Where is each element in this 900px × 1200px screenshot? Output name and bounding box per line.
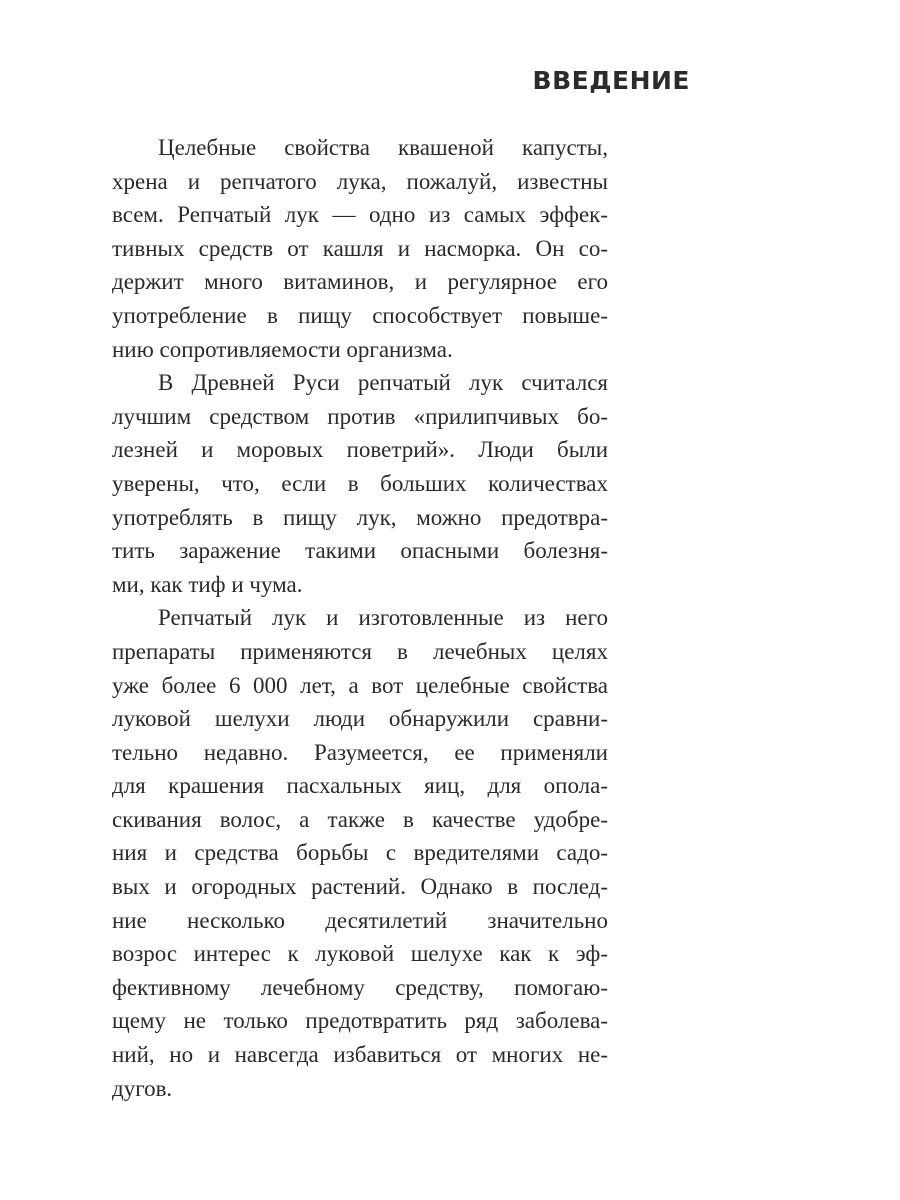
text-line: щему не только предотвратить ряд заболева- [112,1008,608,1034]
text-line: тить заражение такими опасными болезня- [112,538,608,564]
text-line: ние несколько десятилетий значительно [112,907,608,933]
paragraph [112,131,608,366]
text-line: употреблять в пищу лук, можно предотвра- [112,504,608,530]
text-line: возрос интерес к луковой шелухе как к эф- [112,941,608,967]
text-line: для крашения пасхальных яиц, для опола- [112,773,608,799]
text-line: препараты применяются в лечебных целях [112,638,608,664]
text-line: тельно недавно. Разумеется, ее применяли [112,739,608,765]
text-line: ния и средства борьбы с вредителями садо- [112,840,608,866]
body-text [112,131,608,1105]
text-line: уверены, что, если в больших количествах [112,470,608,496]
paragraph [112,366,608,601]
text-line: вых и огородных растений. Однако в послед- [112,874,608,900]
text-line: держит много витаминов, и регулярное его [112,269,608,295]
paragraph [112,601,608,1105]
text-line: лучшим средством против «прилипчивых бо- [112,403,608,429]
chapter-title: ВВЕДЕНИЕ [532,66,690,95]
text-line: дугов. [112,1075,173,1101]
text-line: фективному лечебному средству, помогаю- [112,974,608,1000]
text-line: уже более 6 000 лет, а вот целебные свойства [112,672,608,698]
text-line: употребление в пищу способствует повыше- [112,302,608,328]
text-line: Репчатый лук и изготовленные из него [158,605,608,631]
text-line: лезней и моровых поветрий». Люди были [112,437,608,463]
text-line: луковой шелухи люди обнаружили сравни- [112,706,608,732]
text-line: тивных средств от кашля и насморка. Он со- [112,235,608,261]
text-line: Целебные свойства квашеной капусты, [158,135,608,160]
text-line: нию сопротивляемости организма. [112,336,453,362]
text-line: скивания волос, а также в качестве удобре- [112,806,608,832]
text-line: ми, как тиф и чума. [112,571,303,597]
text-line: хрена и репчатого лука, пожалуй, известны [112,168,608,194]
text-line: В Древней Руси репчатый лук считался [158,370,608,396]
text-line: всем. Репчатый лук — одно из самых эффек- [112,202,608,228]
text-line: ний, но и навсегда избавиться от многих не- [112,1042,608,1068]
